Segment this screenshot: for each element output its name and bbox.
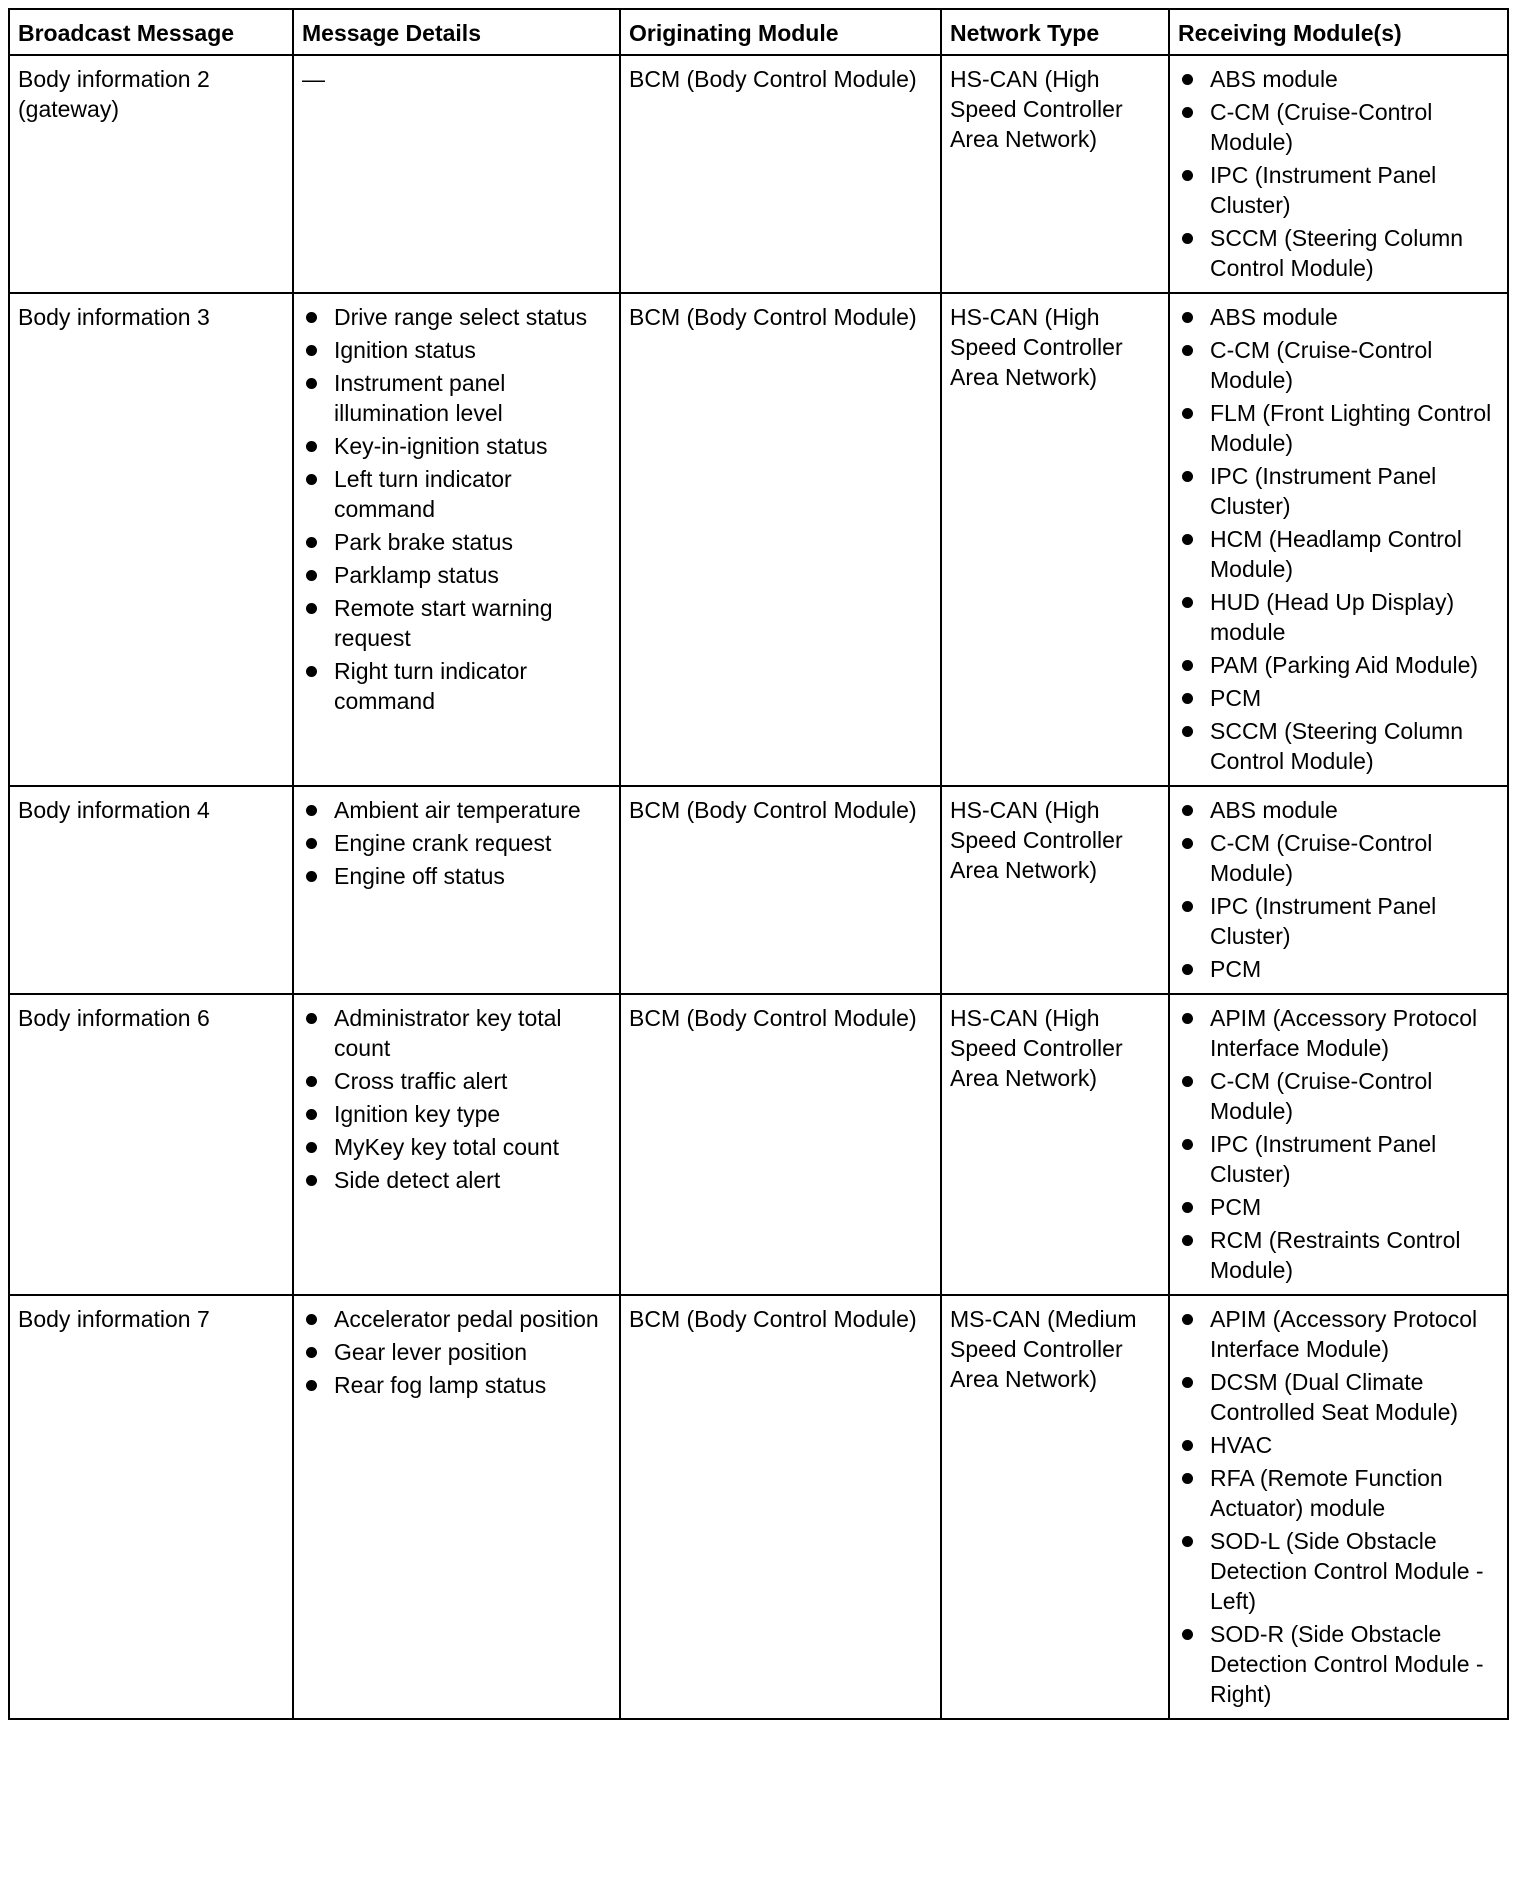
- list-item: HUD (Head Up Display) module: [1178, 587, 1499, 647]
- header-message-details: Message Details: [293, 9, 620, 55]
- list-item: SOD-L (Side Obstacle Detection Control Module - Left): [1178, 1526, 1499, 1616]
- originating-module-cell: BCM (Body Control Module): [620, 1295, 941, 1719]
- table-row: [9, 786, 1508, 994]
- broadcast-message-cell: Body information 7: [9, 1295, 293, 1719]
- list-item: RFA (Remote Function Actuator) module: [1178, 1463, 1499, 1523]
- table-row: [9, 55, 1508, 293]
- list-item: Key-in-ignition status: [302, 431, 611, 461]
- message-details-cell: —: [293, 55, 620, 293]
- list-item: Instrument panel illumination level: [302, 368, 611, 428]
- receiving-modules-cell: [1169, 55, 1508, 293]
- list-item: DCSM (Dual Climate Controlled Seat Module): [1178, 1367, 1499, 1427]
- receiving-modules-list: [1178, 795, 1499, 984]
- receiving-modules-list: [1178, 64, 1499, 283]
- message-details-list: [302, 795, 611, 891]
- list-item: IPC (Instrument Panel Cluster): [1178, 891, 1499, 951]
- list-item: FLM (Front Lighting Control Module): [1178, 398, 1499, 458]
- list-item: ABS module: [1178, 795, 1499, 825]
- receiving-modules-cell: [1169, 994, 1508, 1295]
- broadcast-message-cell: Body information 4: [9, 786, 293, 994]
- list-item: Rear fog lamp status: [302, 1370, 611, 1400]
- list-item: IPC (Instrument Panel Cluster): [1178, 461, 1499, 521]
- list-item: HVAC: [1178, 1430, 1499, 1460]
- broadcast-message-cell: Body information 3: [9, 293, 293, 786]
- message-details-list: [302, 302, 611, 716]
- list-item: C-CM (Cruise-Control Module): [1178, 1066, 1499, 1126]
- list-item: IPC (Instrument Panel Cluster): [1178, 160, 1499, 220]
- list-item: Side detect alert: [302, 1165, 611, 1195]
- message-details-cell: [293, 1295, 620, 1719]
- list-item: Park brake status: [302, 527, 611, 557]
- list-item: Left turn indicator command: [302, 464, 611, 524]
- table-header: [9, 9, 1508, 55]
- receiving-modules-list: [1178, 1304, 1499, 1709]
- network-type-cell: HS-CAN (High Speed Controller Area Network): [941, 55, 1169, 293]
- list-item: Ignition status: [302, 335, 611, 365]
- receiving-modules-cell: [1169, 293, 1508, 786]
- network-type-cell: HS-CAN (High Speed Controller Area Network): [941, 293, 1169, 786]
- receiving-modules-cell: [1169, 786, 1508, 994]
- list-item: Remote start warning request: [302, 593, 611, 653]
- list-item: APIM (Accessory Protocol Interface Module): [1178, 1003, 1499, 1063]
- originating-module-cell: BCM (Body Control Module): [620, 293, 941, 786]
- list-item: C-CM (Cruise-Control Module): [1178, 828, 1499, 888]
- list-item: Ambient air temperature: [302, 795, 611, 825]
- list-item: SCCM (Steering Column Control Module): [1178, 716, 1499, 776]
- list-item: C-CM (Cruise-Control Module): [1178, 97, 1499, 157]
- header-row: [9, 9, 1508, 55]
- broadcast-message-cell: Body information 6: [9, 994, 293, 1295]
- list-item: ABS module: [1178, 64, 1499, 94]
- list-item: Engine off status: [302, 861, 611, 891]
- list-item: PAM (Parking Aid Module): [1178, 650, 1499, 680]
- list-item: MyKey key total count: [302, 1132, 611, 1162]
- originating-module-cell: BCM (Body Control Module): [620, 786, 941, 994]
- message-details-list: [302, 1304, 611, 1400]
- header-network-type: Network Type: [941, 9, 1169, 55]
- message-details-list: [302, 1003, 611, 1195]
- header-broadcast-message: Broadcast Message: [9, 9, 293, 55]
- list-item: Engine crank request: [302, 828, 611, 858]
- list-item: SOD-R (Side Obstacle Detection Control Module - Right): [1178, 1619, 1499, 1709]
- list-item: ABS module: [1178, 302, 1499, 332]
- list-item: Parklamp status: [302, 560, 611, 590]
- list-item: Ignition key type: [302, 1099, 611, 1129]
- receiving-modules-list: [1178, 302, 1499, 776]
- list-item: Right turn indicator command: [302, 656, 611, 716]
- list-item: SCCM (Steering Column Control Module): [1178, 223, 1499, 283]
- message-details-cell: [293, 994, 620, 1295]
- list-item: PCM: [1178, 954, 1499, 984]
- list-item: Gear lever position: [302, 1337, 611, 1367]
- header-originating-module: Originating Module: [620, 9, 941, 55]
- list-item: RCM (Restraints Control Module): [1178, 1225, 1499, 1285]
- network-type-cell: MS-CAN (Medium Speed Controller Area Network): [941, 1295, 1169, 1719]
- list-item: Administrator key total count: [302, 1003, 611, 1063]
- list-item: PCM: [1178, 683, 1499, 713]
- list-item: APIM (Accessory Protocol Interface Module): [1178, 1304, 1499, 1364]
- broadcast-message-cell: Body information 2 (gateway): [9, 55, 293, 293]
- list-item: Cross traffic alert: [302, 1066, 611, 1096]
- originating-module-cell: BCM (Body Control Module): [620, 55, 941, 293]
- originating-module-cell: BCM (Body Control Module): [620, 994, 941, 1295]
- table-row: [9, 1295, 1508, 1719]
- receiving-modules-list: [1178, 1003, 1499, 1285]
- table-row: [9, 293, 1508, 786]
- table-row: [9, 994, 1508, 1295]
- header-receiving-modules: Receiving Module(s): [1169, 9, 1508, 55]
- list-item: PCM: [1178, 1192, 1499, 1222]
- message-details-cell: [293, 293, 620, 786]
- table-body: [9, 55, 1508, 1719]
- list-item: HCM (Headlamp Control Module): [1178, 524, 1499, 584]
- network-type-cell: HS-CAN (High Speed Controller Area Network): [941, 994, 1169, 1295]
- message-details-cell: [293, 786, 620, 994]
- receiving-modules-cell: [1169, 1295, 1508, 1719]
- list-item: Accelerator pedal position: [302, 1304, 611, 1334]
- list-item: IPC (Instrument Panel Cluster): [1178, 1129, 1499, 1189]
- list-item: C-CM (Cruise-Control Module): [1178, 335, 1499, 395]
- list-item: Drive range select status: [302, 302, 611, 332]
- network-type-cell: HS-CAN (High Speed Controller Area Network): [941, 786, 1169, 994]
- broadcast-message-table: [8, 8, 1509, 1720]
